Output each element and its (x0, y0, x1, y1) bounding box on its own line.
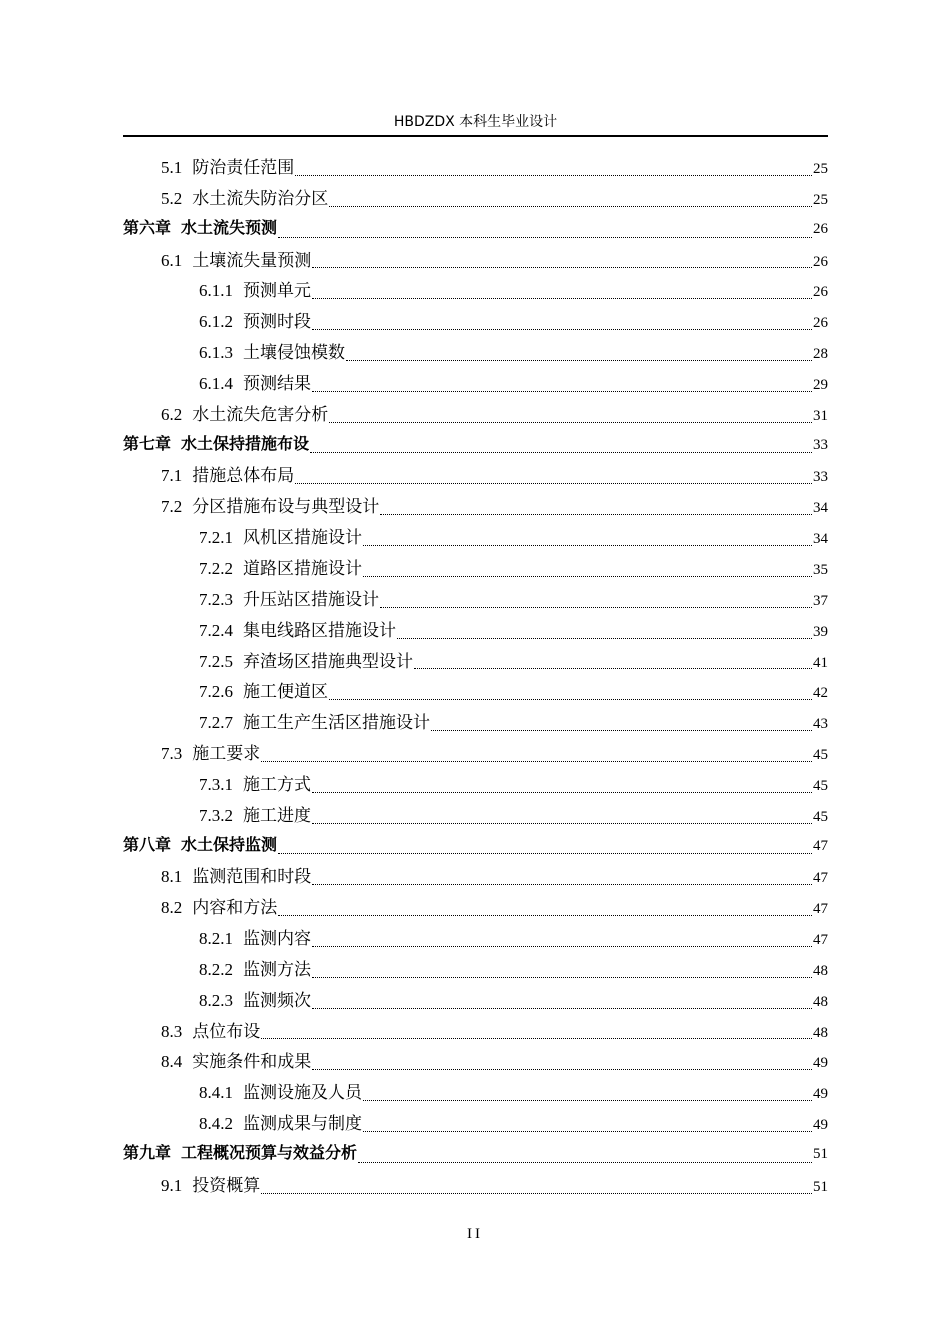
toc-entry[interactable] (123, 184, 828, 215)
toc-entry-number: 8.2.3 (199, 990, 233, 1010)
toc-entry-number: 9.1 (161, 1175, 183, 1195)
toc-leader-dots (312, 390, 812, 392)
toc-entry-page: 47 (813, 837, 828, 854)
toc-entry-number: 7.2.3 (199, 589, 233, 609)
toc-entry-title: 水土流失危害分析 (192, 404, 329, 424)
toc-entry-title: 风机区措施设计 (243, 528, 362, 548)
toc-entry-number: 6.1.1 (199, 281, 233, 301)
toc-entry-page: 49 (813, 1086, 828, 1103)
toc-entry-title: 水土保持监测 (181, 834, 278, 854)
toc-entry-title: 施工便道区 (243, 682, 328, 702)
toc-entry-page: 48 (813, 1024, 828, 1041)
toc-entry-title: 弃渣场区措施典型设计 (243, 651, 413, 671)
toc-leader-dots (397, 637, 812, 639)
toc-entry-page: 51 (813, 1146, 828, 1162)
toc-entry[interactable] (123, 955, 828, 986)
toc-entry[interactable] (123, 893, 828, 924)
toc-entry-number: 6.1.3 (199, 343, 233, 363)
toc-entry-number: 6.2 (161, 404, 183, 424)
toc-leader-dots (312, 328, 812, 330)
toc-leader-dots (261, 760, 812, 762)
toc-entry-page: 28 (813, 346, 828, 363)
toc-entry[interactable] (123, 832, 828, 863)
toc-leader-dots (312, 883, 812, 885)
toc-entry-page: 47 (813, 870, 828, 887)
toc-leader-dots (346, 359, 812, 361)
toc-entry[interactable] (123, 461, 828, 492)
toc-entry[interactable] (123, 523, 828, 554)
toc-entry-number: 第九章 (123, 1143, 172, 1162)
toc-leader-dots (312, 1007, 812, 1009)
toc-entry[interactable] (123, 1171, 828, 1202)
toc-entry[interactable] (123, 400, 828, 431)
toc-entry[interactable] (123, 708, 828, 739)
toc-entry-page: 25 (813, 161, 828, 177)
toc-entry-page: 42 (813, 685, 828, 702)
toc-entry-number: 6.1.2 (199, 312, 233, 332)
toc-entry-page: 51 (813, 1178, 828, 1195)
toc-entry-page: 37 (813, 592, 828, 609)
toc-leader-dots (358, 1161, 812, 1163)
toc-entry-page: 26 (813, 253, 828, 270)
toc-leader-dots (312, 297, 812, 299)
toc-leader-dots (329, 698, 812, 700)
toc-entry-page: 29 (813, 376, 828, 393)
toc-entry-number: 8.2.1 (199, 929, 233, 949)
toc-entry-page: 26 (813, 284, 828, 301)
toc-entry-title: 施工要求 (192, 744, 261, 764)
table-of-contents (123, 153, 828, 1202)
toc-entry-number: 8.1 (161, 867, 183, 887)
toc-leader-dots (295, 174, 812, 176)
toc-entry-page: 26 (813, 315, 828, 332)
toc-leader-dots (295, 482, 812, 484)
toc-entry[interactable] (123, 1140, 828, 1171)
toc-entry-page: 31 (813, 407, 828, 424)
toc-entry-title: 监测方法 (243, 959, 311, 979)
toc-entry[interactable] (123, 431, 828, 462)
toc-entry-number: 7.2.6 (199, 682, 233, 702)
toc-entry[interactable] (123, 770, 828, 801)
toc-entry-number: 8.4 (161, 1052, 183, 1072)
toc-entry-number: 第八章 (123, 834, 172, 854)
toc-entry-page: 47 (813, 932, 828, 949)
toc-entry-number: 7.2 (161, 497, 183, 517)
toc-entry[interactable] (123, 246, 828, 277)
toc-entry-title: 施工方式 (243, 774, 311, 794)
toc-leader-dots (312, 945, 812, 947)
toc-entry[interactable] (123, 986, 828, 1017)
toc-leader-dots (312, 976, 812, 978)
toc-entry-page: 43 (813, 716, 828, 733)
toc-entry[interactable] (123, 862, 828, 893)
toc-entry-page: 34 (813, 531, 828, 548)
toc-entry[interactable] (123, 677, 828, 708)
toc-entry-title: 分区措施布设与典型设计 (192, 497, 380, 517)
toc-entry-number: 8.4.2 (199, 1114, 233, 1134)
toc-entry-number: 7.3.1 (199, 774, 233, 794)
toc-entry-title: 内容和方法 (192, 898, 278, 918)
toc-entry[interactable] (123, 307, 828, 338)
toc-leader-dots (431, 729, 812, 731)
toc-entry[interactable] (123, 585, 828, 616)
toc-entry-title: 升压站区措施设计 (243, 589, 379, 609)
toc-entry[interactable] (123, 338, 828, 369)
toc-entry-page: 45 (813, 747, 828, 764)
toc-entry-page: 33 (813, 436, 828, 453)
toc-entry-page: 35 (813, 561, 828, 578)
toc-entry-page: 47 (813, 901, 828, 918)
toc-entry-number: 6.1.4 (199, 373, 233, 393)
toc-entry-title: 点位布设 (192, 1021, 261, 1041)
toc-entry-page: 48 (813, 993, 828, 1010)
toc-entry-number: 7.3 (161, 744, 183, 764)
toc-entry[interactable] (123, 215, 828, 246)
toc-leader-dots (363, 575, 812, 577)
toc-entry-title: 施工进度 (243, 805, 311, 825)
toc-entry[interactable] (123, 1078, 828, 1109)
toc-entry[interactable] (123, 1047, 828, 1078)
toc-entry-title: 预测结果 (243, 373, 311, 393)
toc-entry-page: 26 (813, 220, 828, 237)
toc-leader-dots (278, 852, 812, 854)
toc-entry-number: 7.1 (161, 466, 183, 486)
toc-leader-dots (312, 266, 812, 268)
toc-entry-number: 7.2.2 (199, 558, 233, 578)
page-number: II (467, 1226, 483, 1242)
toc-entry-title: 土壤侵蚀模数 (243, 343, 345, 363)
toc-leader-dots (363, 1130, 812, 1132)
toc-leader-dots (278, 236, 812, 238)
toc-entry-page: 41 (813, 654, 828, 671)
toc-entry-number: 7.2.4 (199, 620, 233, 640)
toc-entry-page: 45 (813, 777, 828, 794)
toc-entry[interactable] (123, 369, 828, 400)
toc-entry-title: 措施总体布局 (192, 466, 295, 486)
toc-leader-dots (363, 544, 812, 546)
toc-entry-number: 7.2.7 (199, 713, 233, 733)
toc-entry-number: 5.1 (161, 158, 183, 177)
toc-entry-title: 预测时段 (243, 312, 311, 332)
toc-entry-title: 监测成果与制度 (243, 1114, 362, 1134)
toc-entry-page: 34 (813, 500, 828, 517)
toc-entry-number: 5.2 (161, 188, 183, 208)
toc-entry[interactable] (123, 492, 828, 523)
toc-leader-dots (310, 451, 812, 453)
toc-entry-page: 33 (813, 469, 828, 486)
toc-entry-page: 39 (813, 623, 828, 640)
toc-entry-number: 6.1 (161, 250, 183, 270)
toc-entry-title: 投资概算 (192, 1175, 261, 1195)
toc-entry-title: 集电线路区措施设计 (243, 620, 396, 640)
toc-entry-number: 8.2 (161, 898, 183, 918)
toc-entry-title: 水土流失预测 (181, 217, 278, 237)
toc-entry-number: 7.3.2 (199, 805, 233, 825)
toc-entry-title: 水土流失防治分区 (192, 188, 329, 208)
toc-entry-title: 水土保持措施布设 (181, 433, 310, 453)
toc-entry-title: 土壤流失量预测 (192, 250, 312, 270)
toc-entry-page: 45 (813, 808, 828, 825)
toc-leader-dots (329, 205, 812, 207)
toc-leader-dots (261, 1192, 812, 1194)
toc-entry-number: 第七章 (123, 433, 172, 453)
toc-entry-title: 实施条件和成果 (192, 1052, 312, 1072)
toc-entry-number: 第六章 (123, 217, 172, 237)
toc-leader-dots (261, 1037, 812, 1039)
toc-entry[interactable] (123, 276, 828, 307)
toc-entry[interactable] (123, 153, 828, 184)
toc-entry-number: 8.4.1 (199, 1083, 233, 1103)
toc-entry-page: 49 (813, 1117, 828, 1134)
toc-entry[interactable] (123, 1109, 828, 1140)
toc-leader-dots (380, 513, 812, 515)
toc-entry-title: 防治责任范围 (192, 158, 295, 177)
toc-entry-title: 监测频次 (243, 990, 311, 1010)
toc-entry-number: 7.2.5 (199, 651, 233, 671)
toc-entry[interactable] (123, 647, 828, 678)
toc-entry-number: 8.2.2 (199, 959, 233, 979)
toc-leader-dots (380, 606, 812, 608)
toc-leader-dots (312, 822, 812, 824)
toc-entry-title: 工程概况预算与效益分析 (181, 1143, 358, 1162)
toc-entry-page: 49 (813, 1055, 828, 1072)
toc-entry[interactable] (123, 739, 828, 770)
toc-entry-title: 监测范围和时段 (192, 867, 312, 887)
toc-leader-dots (363, 1099, 812, 1101)
toc-leader-dots (414, 667, 812, 669)
toc-entry[interactable] (123, 801, 828, 832)
toc-entry-number: 8.3 (161, 1021, 183, 1041)
toc-entry[interactable] (123, 924, 828, 955)
toc-entry-page: 48 (813, 962, 828, 979)
toc-leader-dots (329, 421, 812, 423)
toc-entry-title: 监测内容 (243, 929, 311, 949)
toc-leader-dots (278, 914, 812, 916)
toc-entry-title: 预测单元 (243, 281, 311, 301)
toc-entry-page: 25 (813, 191, 828, 208)
header-rule (123, 135, 828, 137)
toc-entry-number: 7.2.1 (199, 528, 233, 548)
toc-entry[interactable] (123, 1017, 828, 1048)
toc-entry[interactable] (123, 554, 828, 585)
toc-leader-dots (312, 791, 812, 793)
toc-entry-title: 监测设施及人员 (243, 1083, 362, 1103)
toc-entry-title: 施工生产生活区措施设计 (243, 713, 430, 733)
page-header: HBDZDX 本科生毕业设计 (393, 114, 558, 130)
toc-entry-title: 道路区措施设计 (243, 558, 362, 578)
toc-leader-dots (312, 1068, 812, 1070)
toc-entry[interactable] (123, 616, 828, 647)
